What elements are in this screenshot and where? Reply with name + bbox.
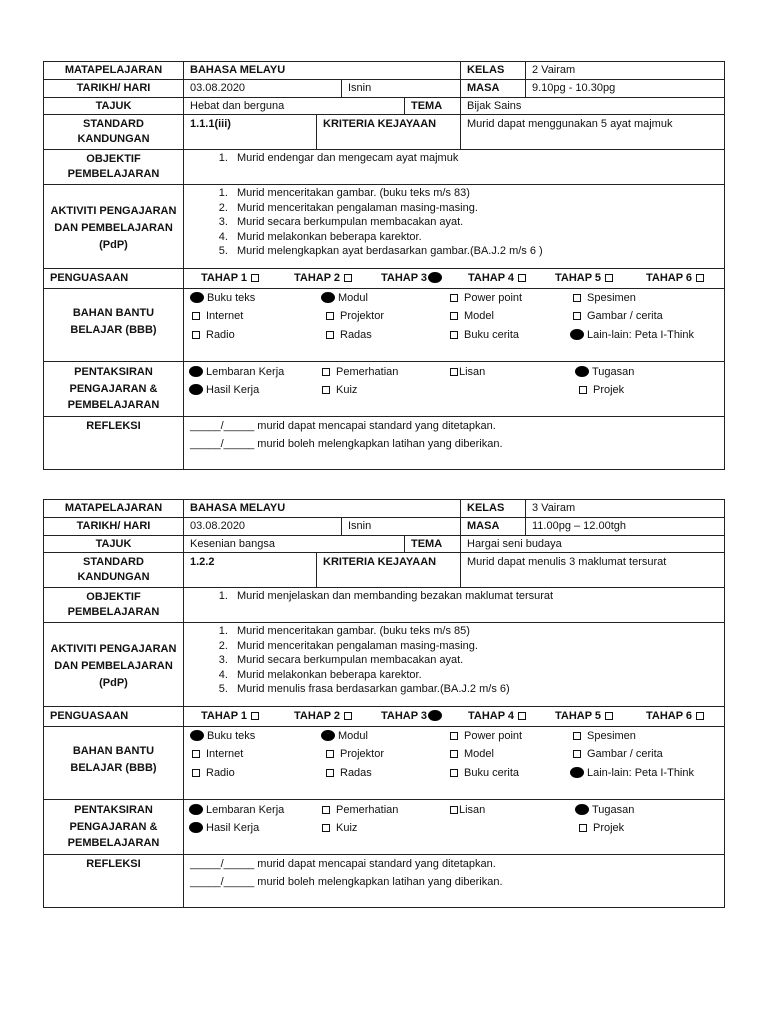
checkbox-icon[interactable]	[251, 274, 259, 282]
bbb-option[interactable]	[326, 328, 372, 342]
option-label: Kuiz	[336, 384, 358, 396]
label-masa: MASA	[461, 80, 526, 97]
label-tajuk: TAJUK	[44, 98, 184, 114]
bbb-option[interactable]	[450, 729, 522, 743]
label-refleksi: REFLEKSI	[44, 855, 184, 907]
bbb-options	[184, 289, 724, 361]
pentaksiran-option[interactable]	[450, 803, 485, 817]
lesson-plan-table	[43, 499, 725, 908]
row-activities	[44, 185, 724, 269]
bbb-option[interactable]	[192, 747, 243, 761]
checkbox-icon[interactable]	[605, 712, 613, 720]
tahap-5-option[interactable]	[555, 271, 613, 286]
option-label: Buku cerita	[464, 329, 520, 341]
label-kelas: KELAS	[461, 62, 526, 79]
row-subject	[44, 62, 724, 80]
option-label: Modul	[338, 730, 368, 742]
bbb-option[interactable]	[450, 747, 494, 761]
activity-item: 1. Murid menceritakan gambar. (buku teks m/s 83)	[231, 186, 724, 201]
checkbox-icon[interactable]	[192, 750, 200, 758]
tahap-1-option[interactable]	[201, 271, 259, 286]
filled-mark-icon[interactable]	[189, 384, 203, 395]
activity-item: 1. Murid menceritakan gambar. (buku teks m/s 85)	[231, 624, 724, 639]
option-label: Internet	[206, 748, 244, 760]
checkbox-icon[interactable]	[696, 274, 704, 282]
checkbox-icon[interactable]	[450, 368, 458, 376]
checkbox-icon[interactable]	[450, 732, 458, 740]
activity-item: 5. Murid menulis frasa berdasarkan gambar.(BA.J.2 m/s 6)	[231, 682, 724, 697]
option-label: Pemerhatian	[336, 804, 399, 816]
option-label: Radio	[206, 767, 235, 779]
option-label: Buku teks	[207, 730, 256, 742]
checkbox-icon[interactable]	[605, 274, 613, 282]
option-label: Modul	[338, 292, 368, 304]
filled-mark-icon[interactable]	[190, 730, 204, 741]
option-label: Power point	[464, 730, 523, 742]
refleksi-line: _____/_____ murid dapat mencapai standard yang ditetapkan.	[190, 420, 496, 432]
tahap-label: TAHAP 5	[555, 710, 602, 722]
activity-item: 3. Murid secara berkumpulan membacakan ayat.	[231, 653, 724, 668]
label-matapelajaran: MATAPELAJARAN	[44, 500, 184, 517]
label-aktiviti-line1: AKTIVITI PENGAJARAN	[50, 205, 177, 217]
activities-cell	[184, 185, 724, 268]
label-kriteria: KRITERIA KEJAYAAN	[317, 553, 461, 587]
label-refleksi: REFLEKSI	[44, 417, 184, 469]
row-penguasaan	[44, 269, 724, 289]
label-pentaksiran-line1: PENTAKSIRAN	[74, 804, 153, 816]
checkbox-icon[interactable]	[573, 312, 581, 320]
objective-list	[184, 589, 724, 604]
checkbox-icon[interactable]	[696, 712, 704, 720]
bbb-option[interactable]	[192, 766, 235, 780]
checkbox-icon[interactable]	[579, 824, 587, 832]
criteria-value: Murid dapat menggunakan 5 ayat majmuk	[467, 118, 673, 130]
label-standard	[44, 115, 184, 149]
option-label: Lain-lain: Peta I-Think	[587, 329, 694, 341]
label-objektif-line1: OBJEKTIF	[86, 591, 141, 603]
option-label: Hasil Kerja	[206, 384, 260, 396]
label-aktiviti-line2: DAN PEMBELAJARAN	[54, 660, 173, 672]
option-label: Projektor	[340, 310, 385, 322]
pentaksiran-option[interactable]	[579, 821, 624, 835]
checkbox-icon[interactable]	[326, 312, 334, 320]
checkbox-icon[interactable]	[251, 712, 259, 720]
activity-item: 4. Murid melakonkan beberapa karektor.	[231, 668, 724, 683]
label-tema: TEMA	[405, 536, 461, 552]
activity-item: 3. Murid secara berkumpulan membacakan ayat.	[231, 215, 724, 230]
label-matapelajaran: MATAPELAJARAN	[44, 62, 184, 79]
checkbox-icon[interactable]	[192, 769, 200, 777]
label-pentaksiran	[44, 362, 184, 416]
checkbox-icon[interactable]	[450, 312, 458, 320]
tahap-label: TAHAP 5	[555, 272, 602, 284]
label-aktiviti-line1: AKTIVITI PENGAJARAN	[50, 643, 177, 655]
tahap-label: TAHAP 3	[381, 272, 428, 284]
option-label: Kuiz	[336, 822, 358, 834]
tahap-1-option[interactable]	[201, 709, 259, 724]
option-label: Lisan	[459, 804, 486, 816]
option-label: Radas	[340, 767, 372, 779]
filled-mark-icon[interactable]	[575, 804, 589, 815]
refleksi-cell	[184, 417, 724, 469]
tahap-6-option[interactable]	[646, 271, 704, 286]
tahap-cell	[184, 269, 724, 288]
checkbox-icon[interactable]	[573, 294, 581, 302]
checkbox-icon[interactable]	[344, 274, 352, 282]
row-subject	[44, 500, 724, 518]
topic-value: Kesenian bangsa	[184, 536, 405, 552]
tahap-4-option[interactable]	[468, 271, 526, 286]
option-label: Projek	[593, 384, 625, 396]
label-objektif-line2: PEMBELAJARAN	[67, 168, 160, 180]
activity-item: 5. Murid melengkapkan ayat berdasarkan gambar.(BA.J.2 m/s 6 )	[231, 244, 724, 259]
bbb-option[interactable]	[570, 328, 694, 342]
filled-mark-icon[interactable]	[190, 292, 204, 303]
row-date	[44, 80, 724, 98]
bbb-option[interactable]	[321, 729, 368, 743]
option-label: Spesimen	[587, 292, 636, 304]
option-label: Lembaran Kerja	[206, 366, 285, 378]
pentaksiran-option[interactable]	[322, 821, 357, 835]
pentaksiran-options	[184, 800, 724, 854]
label-bbb	[44, 727, 184, 799]
pentaksiran-option[interactable]	[322, 383, 357, 397]
row-bbb	[44, 727, 724, 800]
row-pentaksiran	[44, 800, 724, 855]
checkbox-icon[interactable]	[518, 274, 526, 282]
checkbox-icon[interactable]	[579, 386, 587, 394]
filled-mark-icon[interactable]	[189, 822, 203, 833]
checkbox-icon[interactable]	[344, 712, 352, 720]
option-label: Buku cerita	[464, 767, 520, 779]
filled-mark-icon[interactable]	[189, 366, 203, 377]
activities-cell	[184, 623, 724, 706]
tahap-label: TAHAP 4	[468, 710, 515, 722]
label-pentaksiran-line3: PEMBELAJARAN	[67, 399, 160, 411]
checkbox-icon[interactable]	[573, 750, 581, 758]
row-pentaksiran	[44, 362, 724, 417]
label-pentaksiran-line2: PENGAJARAN &	[69, 382, 158, 395]
objective-cell	[184, 588, 724, 622]
filled-mark-icon[interactable]	[189, 804, 203, 815]
objective-list	[184, 151, 724, 166]
label-penguasaan: PENGUASAAN	[44, 269, 184, 288]
pentaksiran-option[interactable]	[579, 383, 624, 397]
tahap-label: TAHAP 6	[646, 710, 693, 722]
row-topic	[44, 536, 724, 553]
activity-item: 4. Murid melakonkan beberapa karektor.	[231, 230, 724, 245]
checkbox-icon[interactable]	[322, 824, 330, 832]
filled-mark-icon[interactable]	[570, 767, 584, 778]
filled-mark-icon[interactable]	[570, 329, 584, 340]
label-aktiviti	[44, 185, 184, 268]
objective-item: 1. Murid endengar dan mengecam ayat majmuk	[231, 151, 724, 166]
checkbox-icon[interactable]	[450, 294, 458, 302]
bbb-option[interactable]	[450, 328, 519, 342]
tahap-label: TAHAP 1	[201, 710, 248, 722]
tahap-label: TAHAP 2	[294, 710, 341, 722]
label-kriteria: KRITERIA KEJAYAAN	[317, 115, 461, 149]
checkbox-icon[interactable]	[322, 806, 330, 814]
bbb-option[interactable]	[192, 309, 243, 323]
checkbox-icon[interactable]	[518, 712, 526, 720]
tahap-6-option[interactable]	[646, 709, 704, 724]
tahap-3-option[interactable]	[381, 709, 442, 724]
pentaksiran-option[interactable]	[575, 803, 634, 817]
option-label: Gambar / cerita	[587, 310, 663, 322]
bbb-option[interactable]	[573, 291, 636, 305]
date-value: 03.08.2020	[184, 80, 342, 97]
pentaksiran-option[interactable]	[189, 821, 259, 835]
row-standard	[44, 553, 724, 588]
option-label: Lembaran Kerja	[206, 804, 285, 816]
option-label: Lisan	[459, 366, 486, 378]
class-value: 3 Vairam	[532, 502, 576, 514]
activity-item: 2. Murid menceritakan pengalaman masing-masing.	[231, 639, 724, 654]
refleksi-cell	[184, 855, 724, 907]
tahap-2-option[interactable]	[294, 709, 352, 724]
row-date	[44, 518, 724, 536]
label-tarikh: TARIKH/ HARI	[44, 518, 184, 535]
bbb-option[interactable]	[573, 747, 663, 761]
bbb-option[interactable]	[570, 766, 694, 780]
filled-mark-icon[interactable]	[321, 292, 335, 303]
option-label: Power point	[464, 292, 523, 304]
theme-value: Hargai seni budaya	[467, 538, 562, 550]
row-objective	[44, 588, 724, 623]
option-label: Model	[464, 310, 494, 322]
subject-value: BAHASA MELAYU	[184, 500, 461, 517]
label-aktiviti-line3: (PdP)	[99, 239, 128, 251]
bbb-option[interactable]	[321, 291, 368, 305]
label-standard	[44, 553, 184, 587]
label-standard-line2: KANDUNGAN	[77, 133, 150, 145]
label-aktiviti	[44, 623, 184, 706]
subject-value: BAHASA MELAYU	[184, 62, 461, 79]
standard-value: 1.2.2	[184, 553, 317, 587]
checkbox-icon[interactable]	[326, 769, 334, 777]
tahap-label: TAHAP 2	[294, 272, 341, 284]
tahap-label: TAHAP 4	[468, 272, 515, 284]
option-label: Tugasan	[592, 804, 635, 816]
option-label: Internet	[206, 310, 244, 322]
pentaksiran-options	[184, 362, 724, 416]
row-topic	[44, 98, 724, 115]
label-objektif	[44, 588, 184, 622]
row-penguasaan	[44, 707, 724, 727]
label-pentaksiran	[44, 800, 184, 854]
option-label: Projek	[593, 822, 625, 834]
option-label: Radas	[340, 329, 372, 341]
checkbox-icon[interactable]	[192, 331, 200, 339]
objective-item: 1. Murid menjelaskan dan membanding bezakan maklumat tersurat	[231, 589, 724, 604]
filled-mark-icon[interactable]	[428, 272, 442, 283]
checkbox-icon[interactable]	[450, 769, 458, 777]
label-objektif	[44, 150, 184, 184]
pentaksiran-option[interactable]	[322, 803, 398, 817]
label-masa: MASA	[461, 518, 526, 535]
label-tajuk: TAJUK	[44, 536, 184, 552]
checkbox-icon[interactable]	[326, 331, 334, 339]
refleksi-line: _____/_____ murid dapat mencapai standard yang ditetapkan.	[190, 858, 496, 870]
standard-value: 1.1.1(iii)	[184, 115, 317, 149]
label-pentaksiran-line2: PENGAJARAN &	[69, 820, 158, 833]
bbb-option[interactable]	[190, 729, 255, 743]
option-label: Projektor	[340, 748, 385, 760]
checkbox-icon[interactable]	[450, 750, 458, 758]
row-standard	[44, 115, 724, 150]
topic-value: Hebat dan berguna	[184, 98, 405, 114]
day-value: Isnin	[342, 80, 461, 97]
time-value: 11.00pg – 12.00tgh	[532, 520, 626, 532]
criteria-value: Murid dapat menulis 3 maklumat tersurat	[467, 556, 667, 568]
time-value: 9.10pg - 10.30pg	[532, 82, 616, 94]
tahap-cell	[184, 707, 724, 726]
checkbox-icon[interactable]	[326, 750, 334, 758]
activity-item: 2. Murid menceritakan pengalaman masing-masing.	[231, 201, 724, 216]
option-label: Radio	[206, 329, 235, 341]
checkbox-icon[interactable]	[573, 732, 581, 740]
label-penguasaan: PENGUASAAN	[44, 707, 184, 726]
bbb-option[interactable]	[573, 309, 663, 323]
option-label: Pemerhatian	[336, 366, 399, 378]
bbb-option[interactable]	[450, 766, 519, 780]
bbb-option[interactable]	[192, 328, 235, 342]
label-bbb	[44, 289, 184, 361]
day-value: Isnin	[342, 518, 461, 535]
tahap-label: TAHAP 1	[201, 272, 248, 284]
label-tema: TEMA	[405, 98, 461, 114]
option-label: Buku teks	[207, 292, 256, 304]
filled-mark-icon[interactable]	[575, 366, 589, 377]
option-label: Model	[464, 748, 494, 760]
option-label: Gambar / cerita	[587, 748, 663, 760]
row-activities	[44, 623, 724, 707]
lesson-plan-table	[43, 61, 725, 470]
bbb-option[interactable]	[573, 729, 636, 743]
row-bbb	[44, 289, 724, 362]
label-aktiviti-line3: (PdP)	[99, 677, 128, 689]
pentaksiran-option[interactable]	[189, 365, 284, 379]
bbb-option[interactable]	[450, 291, 522, 305]
objective-cell	[184, 150, 724, 184]
theme-value: Bijak Sains	[467, 100, 522, 112]
activities-list	[184, 624, 724, 697]
refleksi-line: _____/_____ murid boleh melengkapkan latihan yang diberikan.	[190, 438, 503, 450]
tahap-3-option[interactable]	[381, 271, 442, 286]
label-standard-line1: STANDARD	[83, 556, 144, 568]
pentaksiran-option[interactable]	[450, 365, 485, 379]
checkbox-icon[interactable]	[192, 312, 200, 320]
label-bbb-line1: BAHAN BANTU	[72, 745, 155, 757]
refleksi-line: _____/_____ murid boleh melengkapkan latihan yang diberikan.	[190, 876, 503, 888]
tahap-2-option[interactable]	[294, 271, 352, 286]
tahap-4-option[interactable]	[468, 709, 526, 724]
option-label: Lain-lain: Peta I-Think	[587, 767, 694, 779]
label-objektif-line2: PEMBELAJARAN	[67, 606, 160, 618]
label-aktiviti-line2: DAN PEMBELAJARAN	[54, 222, 173, 234]
row-objective	[44, 150, 724, 185]
filled-mark-icon[interactable]	[321, 730, 335, 741]
label-pentaksiran-line3: PEMBELAJARAN	[67, 837, 160, 849]
pentaksiran-option[interactable]	[189, 383, 259, 397]
date-value: 03.08.2020	[184, 518, 342, 535]
class-value: 2 Vairam	[532, 64, 576, 76]
tahap-5-option[interactable]	[555, 709, 613, 724]
bbb-option[interactable]	[326, 309, 384, 323]
label-bbb-line2: BELAJAR (BBB)	[70, 762, 157, 774]
label-pentaksiran-line1: PENTAKSIRAN	[74, 366, 153, 378]
checkbox-icon[interactable]	[322, 368, 330, 376]
label-tarikh: TARIKH/ HARI	[44, 80, 184, 97]
bbb-option[interactable]	[190, 291, 255, 305]
option-label: Tugasan	[592, 366, 635, 378]
bbb-options	[184, 727, 724, 799]
label-standard-line1: STANDARD	[83, 118, 144, 130]
tahap-label: TAHAP 3	[381, 710, 428, 722]
tahap-label: TAHAP 6	[646, 272, 693, 284]
label-standard-line2: KANDUNGAN	[77, 571, 150, 583]
row-refleksi	[44, 417, 724, 469]
option-label: Hasil Kerja	[206, 822, 260, 834]
pentaksiran-option[interactable]	[189, 803, 284, 817]
bbb-option[interactable]	[326, 747, 384, 761]
checkbox-icon[interactable]	[450, 806, 458, 814]
bbb-option[interactable]	[326, 766, 372, 780]
pentaksiran-option[interactable]	[322, 365, 398, 379]
checkbox-icon[interactable]	[322, 386, 330, 394]
label-kelas: KELAS	[461, 500, 526, 517]
label-bbb-line2: BELAJAR (BBB)	[70, 324, 157, 336]
label-bbb-line1: BAHAN BANTU	[72, 307, 155, 319]
bbb-option[interactable]	[450, 309, 494, 323]
label-objektif-line1: OBJEKTIF	[86, 153, 141, 165]
checkbox-icon[interactable]	[450, 331, 458, 339]
row-refleksi	[44, 855, 724, 907]
option-label: Spesimen	[587, 730, 636, 742]
pentaksiran-option[interactable]	[575, 365, 634, 379]
filled-mark-icon[interactable]	[428, 710, 442, 721]
activities-list	[184, 186, 724, 259]
